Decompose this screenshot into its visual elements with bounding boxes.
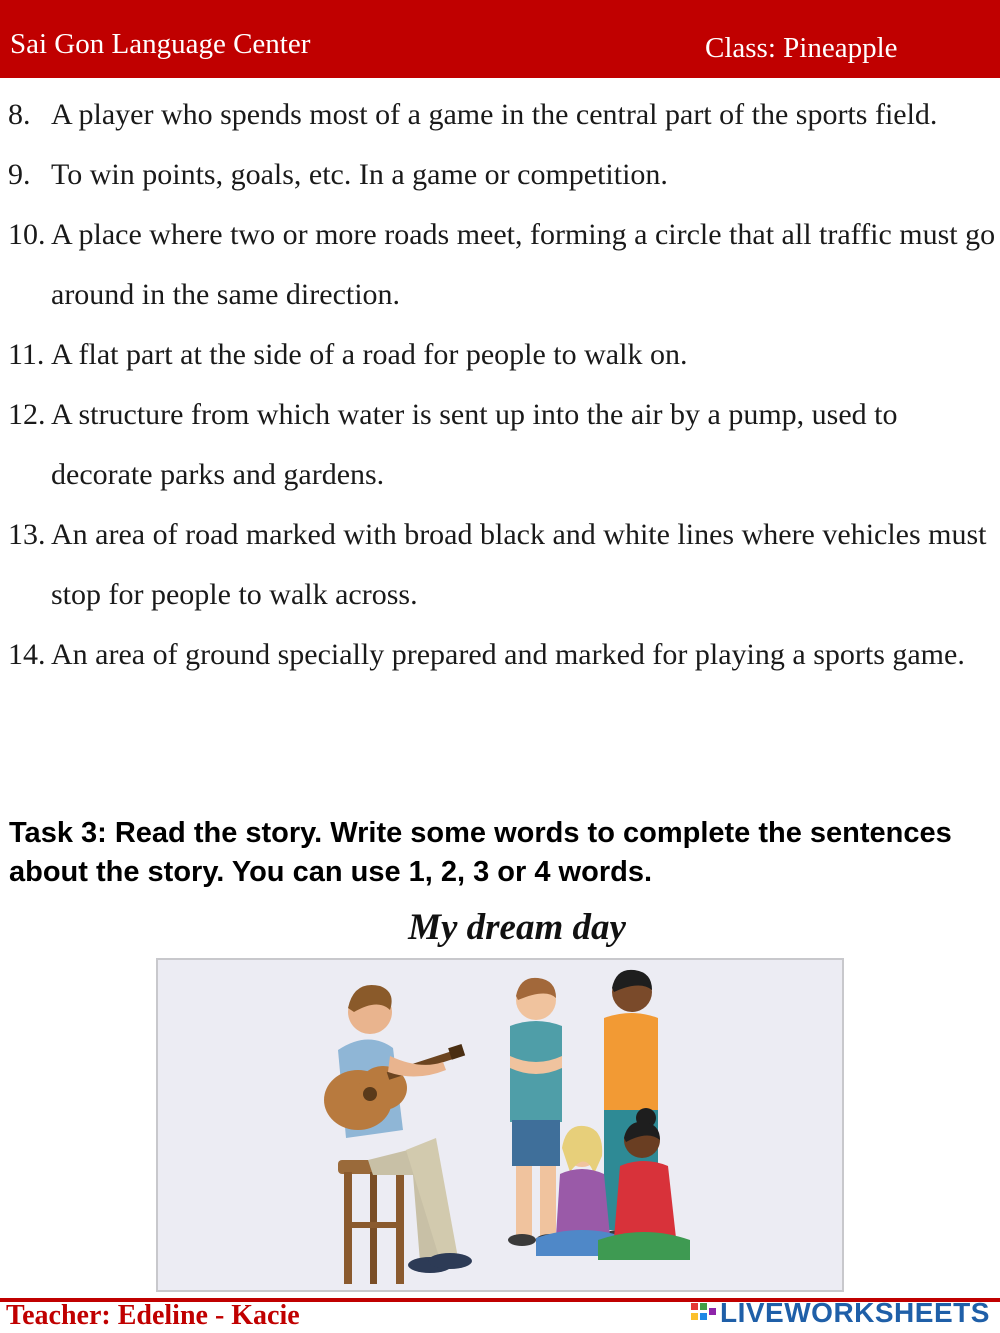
story-illustration	[156, 958, 844, 1292]
teacher-name: Teacher: Edeline - Kacie	[6, 1300, 300, 1331]
item-number: 14.	[8, 638, 46, 671]
task-instructions: Task 3: Read the story. Write some words to complete the sentences about the story. You can use 1, 2, 3 or 4 words.	[9, 817, 952, 888]
list-item	[0, 625, 1000, 685]
item-text: A structure from which water is sent up into the air by a pump, used to decorate parks and gardens.	[51, 398, 898, 491]
story-title: My dream day	[408, 907, 626, 948]
list-item	[0, 205, 1000, 325]
list-item	[0, 385, 1000, 505]
item-number: 9.	[8, 158, 31, 191]
list-item	[0, 325, 1000, 385]
definition-list	[0, 85, 1000, 685]
guitar-player-figure	[324, 985, 472, 1284]
item-text: An area of road marked with broad black and white lines where vehicles must stop for people to walk across.	[51, 518, 987, 611]
header-bar	[0, 0, 1000, 78]
item-number: 11.	[8, 338, 45, 371]
item-text: An area of ground specially prepared and marked for playing a sports game.	[51, 638, 965, 671]
item-text: A place where two or more roads meet, forming a circle that all traffic must go around in the same direction.	[51, 218, 996, 311]
item-number: 12.	[8, 398, 46, 431]
boy-teal-shirt-figure	[508, 978, 564, 1246]
item-text: To win points, goals, etc. In a game or competition.	[51, 158, 668, 191]
liveworksheets-logo	[690, 1298, 990, 1328]
item-number: 10.	[8, 218, 46, 251]
class-name: Class: Pineapple	[705, 32, 898, 64]
liveworksheets-icon	[690, 1301, 718, 1325]
item-number: 13.	[8, 518, 46, 551]
list-item	[0, 505, 1000, 625]
list-item	[0, 85, 1000, 145]
item-text: A flat part at the side of a road for people to walk on.	[51, 338, 688, 371]
list-item	[0, 145, 1000, 205]
children-listening-to-guitar-picture	[158, 960, 842, 1290]
item-text: A player who spends most of a game in the central part of the sports field.	[51, 98, 938, 131]
center-name: Sai Gon Language Center	[10, 28, 311, 60]
liveworksheets-brand-text: LIVEWORKSHEETS	[720, 1297, 990, 1328]
item-number: 8.	[8, 98, 31, 131]
